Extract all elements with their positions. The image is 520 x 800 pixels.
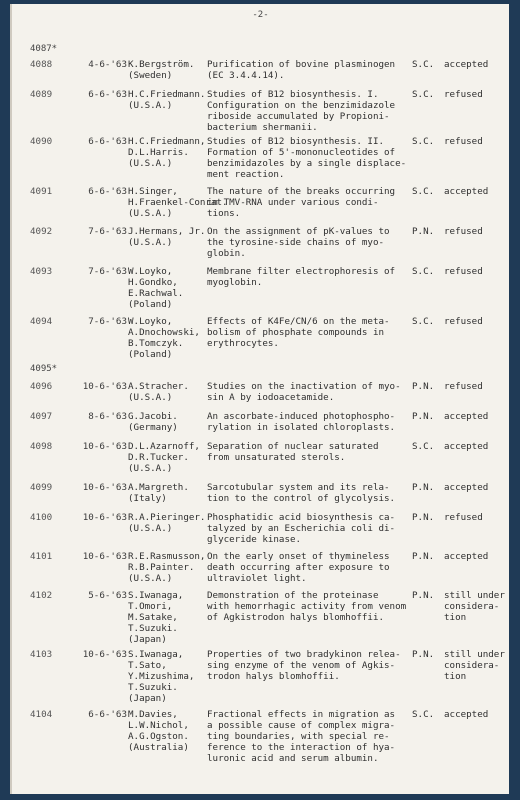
entry-title: Phosphatidic acid biosynthesis ca- talyzed by an Escherichia coli di- glyceride kinase. <box>207 512 396 545</box>
entry-code: P.N. <box>412 590 435 601</box>
entry-title: An ascorbate-induced photophospho- rylation in isolated chloroplasts. <box>207 411 396 433</box>
entry-code: S.C. <box>412 186 435 197</box>
entry-authors: A.Margreth. (Italy) <box>128 482 189 504</box>
entry-date: 7-6-'63 <box>88 316 127 327</box>
entry-status: accepted <box>444 482 489 493</box>
entry-date: 7-6-'63 <box>88 266 127 277</box>
entry-status: refused <box>444 381 483 392</box>
entry-authors: A.Stracher. (U.S.A.) <box>128 381 189 403</box>
entry-authors: H.C.Friedmann. (U.S.A.) <box>128 89 206 111</box>
entry-code: P.N. <box>412 411 435 422</box>
entry-number: 4094 <box>30 316 53 327</box>
entry-title: Studies of B12 biosynthesis. I. Configuration on the benzimidazole riboside accumulated by Propioni- bacterium shermanii. <box>207 89 396 133</box>
page-number: -2- <box>252 10 269 20</box>
entry-code: P.N. <box>412 381 435 392</box>
entry-code: S.C. <box>412 266 435 277</box>
entry-date: 8-6-'63 <box>88 411 127 422</box>
entry-code: P.N. <box>412 226 435 237</box>
entry-title: Fractional effects in migration as a possible cause of complex migra- ting boundaries, with special re- ference to the interaction of hya- luronic acid and serum albumin. <box>207 709 396 764</box>
entry-status: accepted <box>444 441 489 452</box>
entry-authors: K.Bergström. (Sweden) <box>128 59 195 81</box>
entry-code: S.C. <box>412 136 435 147</box>
entry-title: Studies of B12 biosynthesis. II. Formation of 5'-mononucleotides of benzimidazoles by a single displace- ment reaction. <box>207 136 407 180</box>
entry-authors: D.L.Azarnoff, D.R.Tucker. (U.S.A.) <box>128 441 200 474</box>
entry-date: 10-6-'63 <box>82 441 127 452</box>
entry-status: accepted <box>444 709 489 720</box>
entry-authors: W.Loyko, H.Gondko, E.Rachwal. (Poland) <box>128 266 184 310</box>
entry-authors: H.Singer, H.Fraenkel-Conrat. (U.S.A.) <box>128 186 228 219</box>
entry-number: 4091 <box>30 186 53 197</box>
entry-date: 10-6-'63 <box>82 482 127 493</box>
entry-code: P.N. <box>412 649 435 660</box>
entry-status: refused <box>444 226 483 237</box>
entry-code: P.N. <box>412 512 435 523</box>
entry-status: still under considera- tion <box>444 649 505 682</box>
entry-status: accepted <box>444 411 489 422</box>
entry-authors: S.Iwanaga, T.Omori, M.Satake, T.Suzuki. (Japan) <box>128 590 184 645</box>
entry-code: P.N. <box>412 551 435 562</box>
entry-authors: S.Iwanaga, T.Sato, Y.Mizushima, T.Suzuki. (Japan) <box>128 649 195 704</box>
entry-title: On the assignment of pK-values to the tyrosine-side chains of myo- globin. <box>207 226 390 259</box>
entry-date: 5-6-'63 <box>88 590 127 601</box>
entry-title: Purification of bovine plasminogen (EC 3.4.4.14). <box>207 59 396 81</box>
entry-title: Effects of K4Fe/CN/6 on the meta- bolism of phosphate compounds in erythrocytes. <box>207 316 390 349</box>
entry-date: 10-6-'63 <box>82 649 127 660</box>
entry-date: 4-6-'63 <box>88 59 127 70</box>
entry-code: S.C. <box>412 709 435 720</box>
entry-authors: M.Davies, L.W.Nichol, A.G.Ogston. (Australia) <box>128 709 189 753</box>
entry-status: refused <box>444 136 483 147</box>
entry-status: refused <box>444 266 483 277</box>
entry-code: S.C. <box>412 316 435 327</box>
entry-number: 4096 <box>30 381 53 392</box>
entry-number: 4102 <box>30 590 53 601</box>
entry-number: 4103 <box>30 649 53 660</box>
entry-date: 6-6-'63 <box>88 89 127 100</box>
entry-number: 4097 <box>30 411 53 422</box>
entry-number: 4100 <box>30 512 53 523</box>
entry-number: 4089 <box>30 89 53 100</box>
entry-number: 4090 <box>30 136 53 147</box>
entry-authors: G.Jacobi. (Germany) <box>128 411 178 433</box>
entry-authors: W.Loyko, A.Dnochowski, B.Tomczyk. (Poland) <box>128 316 200 360</box>
entry-number-4087: 4087* <box>30 44 58 54</box>
entry-number: 4092 <box>30 226 53 237</box>
entry-number: 4093 <box>30 266 53 277</box>
entry-status: accepted <box>444 59 489 70</box>
entry-title: The nature of the breaks occurring in TMV-RNA under various condi- tions. <box>207 186 396 219</box>
entry-authors: R.A.Pieringer. (U.S.A.) <box>128 512 206 534</box>
entry-status: still under considera- tion <box>444 590 505 623</box>
entry-authors: H.C.Friedmann, D.L.Harris. (U.S.A.) <box>128 136 206 169</box>
entry-authors: J.Hermans, Jr. (U.S.A.) <box>128 226 206 248</box>
entry-number: 4098 <box>30 441 53 452</box>
entry-number: 4088 <box>30 59 53 70</box>
entry-status: refused <box>444 512 483 523</box>
entry-date: 7-6-'63 <box>88 226 127 237</box>
entry-date: 10-6-'63 <box>82 512 127 523</box>
entry-title: Separation of nuclear saturated from unsaturated sterols. <box>207 441 379 463</box>
entry-number-4095: 4095* <box>30 364 58 374</box>
entry-number: 4099 <box>30 482 53 493</box>
entry-code: S.C. <box>412 441 435 452</box>
entry-number: 4101 <box>30 551 53 562</box>
entry-status: accepted <box>444 551 489 562</box>
entry-date: 10-6-'63 <box>82 381 127 392</box>
entry-status: accepted <box>444 186 489 197</box>
entry-title: Sarcotubular system and its rela- tion to the control of glycolysis. <box>207 482 396 504</box>
entry-date: 10-6-'63 <box>82 551 127 562</box>
entry-code: P.N. <box>412 482 435 493</box>
entry-title: Studies on the inactivation of myo- sin A by iodoacetamide. <box>207 381 401 403</box>
entry-status: refused <box>444 316 483 327</box>
entry-title: Properties of two bradykinon relea- sing enzyme of the venom of Agkis- trodon halys blomhoffii. <box>207 649 401 682</box>
entry-authors: R.E.Rasmusson, R.B.Painter. (U.S.A.) <box>128 551 206 584</box>
entry-number: 4104 <box>30 709 53 720</box>
entry-date: 6-6-'63 <box>88 709 127 720</box>
entry-title: Membrane filter electrophoresis of myoglobin. <box>207 266 396 288</box>
entry-title: On the early onset of thymineless death occurring after exposure to ultraviolet light. <box>207 551 390 584</box>
entry-code: S.C. <box>412 59 435 70</box>
entry-date: 6-6-'63 <box>88 136 127 147</box>
entry-code: S.C. <box>412 89 435 100</box>
entry-date: 6-6-'63 <box>88 186 127 197</box>
document-page <box>10 4 509 794</box>
entry-title: Demonstration of the proteinase with hemorrhagic activity from venom of Agkistrodon halys blomhoffii. <box>207 590 407 623</box>
entry-status: refused <box>444 89 483 100</box>
